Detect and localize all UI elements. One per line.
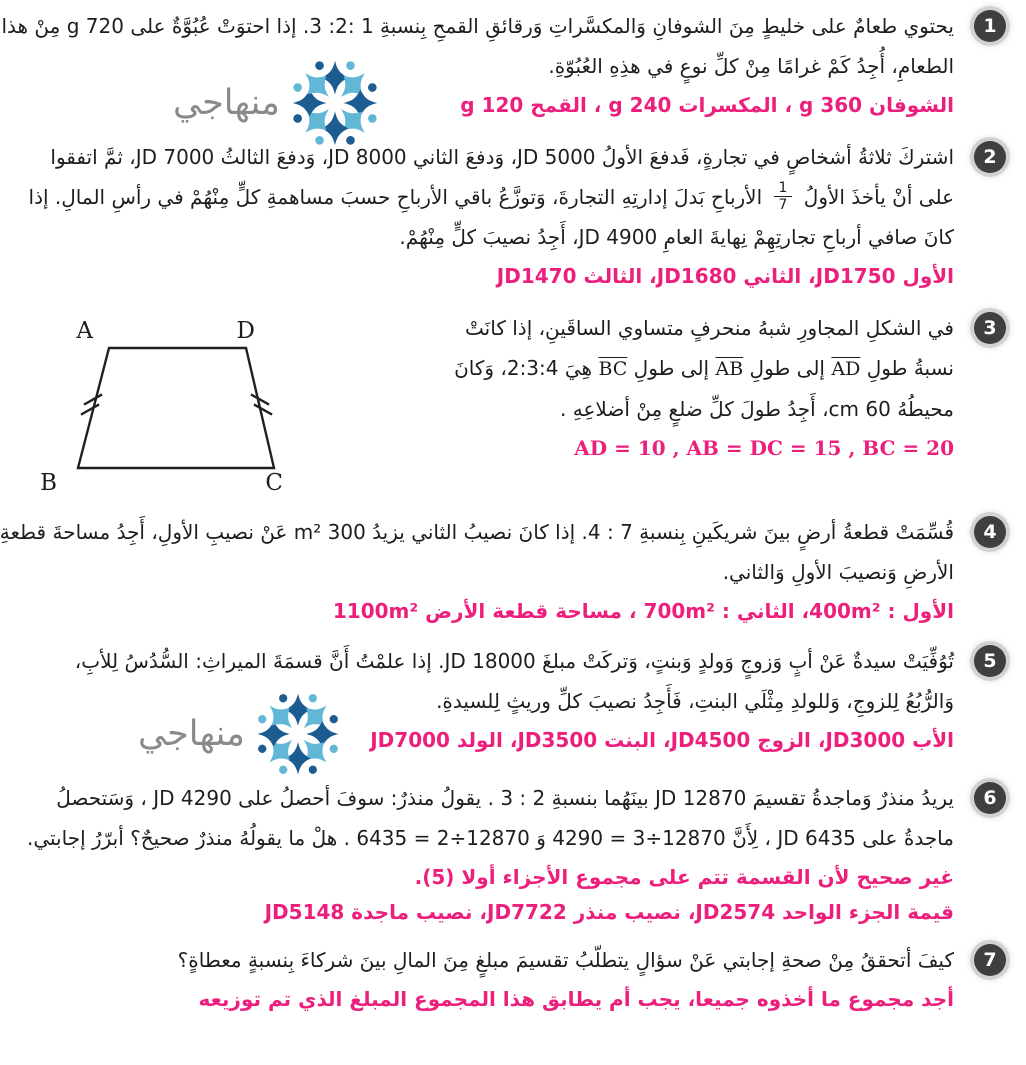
vertex-label-a: A: [76, 318, 93, 344]
vertex-label-b: B: [40, 470, 57, 496]
problem-4-answer: الأول : 400m²، الثاني : 700m² ، مساحة قطعة الأرض 1100m²: [332, 599, 954, 623]
segment-AB-overline: $\overline{AB}$: [715, 358, 744, 380]
people-circle-logo-icon: [253, 689, 343, 779]
problem-3-line-3: محيطُهُ 60 cm، أَجِدُ طولَ كلِّ ضلعٍ مِنْ أضلاعِهِ .: [560, 397, 954, 421]
problem-1-line-1: يحتوي طعامٌ على خليطٍ مِنَ الشوفانِ وَالمكسَّراتِ وَرقائقِ القمحِ بِنسبةِ 1 :2: 3. إذا احتوَتْ عُبُوَّةٌ على 720 g مِنْ هذا: [1, 14, 954, 38]
problem-1-line-2: الطعامِ، أُجِدُ كَمْ غرامًا مِنْ كلِّ نوعٍ في هذِهِ العُبُوّةِ.: [548, 54, 954, 78]
problem-1-answer: الشوفان 360 g ، المكسرات 240 g ، القمح 120 g: [460, 93, 954, 117]
problem-2: [28, 137, 1012, 292]
problem-1-number-badge: [974, 10, 1006, 42]
trapezoid-figure: [33, 314, 333, 500]
vertex-label-c: C: [265, 470, 283, 496]
text-segment: الأرباحِ بَدلَ إدارتِهِ التجارةَ، وَتوزَّعُ باقي الأرباحِ حسبَ مساهمةِ كلٍّ مِنْهُمْ في رأسِ المالِ. إذا: [28, 185, 763, 209]
problem-6-line-2: [26, 818, 954, 858]
problem-4-line-2: الأرضِ وَنصيبَ الأولِ وَالثاني.: [722, 560, 954, 584]
problem-6-answer-2: قيمة الجزء الواحد JD2574، نصيب منذر JD7722، نصيب ماجدة JD5148: [264, 900, 954, 924]
problem-4-line-1: قُسِّمَتْ قطعةُ أرضٍ بينَ شريكَينِ بِنسبةِ 7 : 4. إذا كانَ نصيبُ الثاني يزيدُ 300 m² عَنْ نصيبِ الأولِ، أَجِدُ مساحةَ قطعةِ: [0, 520, 954, 544]
problem-2-answer: الأول JD1750، الثاني JD1680، الثالث JD1470: [496, 264, 954, 288]
problem-5-number-badge: [974, 645, 1006, 677]
vertex-label-d: D: [236, 318, 255, 344]
segment-AD-overline: $\overline{AD}$: [831, 358, 861, 380]
fraction-numerator: 1: [774, 180, 793, 197]
problem-number: 3: [983, 317, 997, 339]
segment-BC-overline: $\overline{BC}$: [598, 358, 628, 380]
problem-6-number-badge: [974, 782, 1006, 814]
problem-number: 5: [983, 650, 997, 672]
problem-3-line-1: في الشكلِ المجاورِ شبهُ منحرفٍ متساوي الساقَينِ، إذا كانَتْ: [465, 316, 954, 340]
problem-2-line-3: كانَ صافي أرباحِ تجارتِهِمْ نِهايةَ العامِ JD 4900، أَجِدُ نصيبَ كلٍّ مِنْهُمْ.: [399, 225, 954, 249]
problem-2-line-2: [28, 177, 954, 217]
text-segment: نسبةُ طولِ: [866, 356, 954, 380]
problem-3-answer: AD = 10 , AB = DC = 15 , BC = 20: [574, 436, 954, 460]
problem-4: [0, 512, 1012, 627]
equation-2: 6435 = 2÷12870: [356, 826, 530, 850]
problem-3-number-badge: [974, 312, 1006, 344]
problem-5-line-2: وَالرُّبُعُ لِلزوجِ، وَللولدِ مِثْلَي البنتِ، فَأَجِدُ نصيبَ كلِّ وريثٍ لِلسيدةِ.: [436, 689, 954, 713]
problem-7-line-1: كيفَ أتحققُ مِنْ صحةِ إجابتي عَنْ سؤالٍ يتطلّبُ تقسيمَ مبلغٍ مِنَ المالِ بينَ شركاءَ بِنسبةٍ معطاةٍ؟: [177, 948, 954, 972]
problem-3-line-2: [363, 348, 954, 389]
problem-6-answer-1: غير صحيح لأن القسمة تتم على مجموع الأجزاء أولا (5).: [414, 865, 954, 889]
text-segment: إلى طولِ: [749, 356, 825, 380]
conjunction: وَ: [536, 826, 546, 850]
text-segment: هِيَ 2:3:4، وَكانَ: [454, 356, 593, 380]
problem-6: [26, 778, 1012, 928]
problem-3: [33, 308, 1012, 500]
problem-2-line-1: اشتركَ ثلاثةُ أشخاصٍ في تجارةٍ، فَدفعَ الأولُ JD 5000، وَدفعَ الثاني JD 8000، وَدفعَ الثالثُ JD 7000، ثمَّ اتفقوا: [50, 145, 954, 169]
equation-1: 4290 = 3÷12870: [552, 826, 726, 850]
people-circle-logo-icon: [288, 56, 382, 150]
manhaji-logo: [138, 689, 343, 779]
problem-6-line-1: يريدُ منذرٌ وَماجدةُ تقسيمَ JD 12870 بينَهُما بنسبةِ 2 : 3 . يقولُ منذرٌ: سوفَ أحصلُ على JD 4290 ، وَسَتحصلُ: [56, 786, 954, 810]
problem-number: 4: [983, 521, 997, 543]
problem-7: [33, 940, 1012, 1015]
text-segment: ماجدةُ على JD 6435 ، لِأَنَّ: [732, 826, 954, 850]
problem-5: [33, 641, 1012, 756]
problem-7-number-badge: [974, 944, 1006, 976]
fraction-one-seventh: [774, 180, 793, 213]
problem-7-answer: أجد مجموع ما أخذوه جميعا، يجب أم يطابق هذا المجموع المبلغ الذي تم توزيعه: [198, 987, 954, 1011]
problem-1: [1, 6, 1012, 123]
isosceles-trapezoid-diagram: [40, 314, 333, 496]
problem-5-answer: الأب JD3000، الزوج JD4500، البنت JD3500، الولد JD7000: [370, 728, 954, 752]
problem-2-number-badge: [974, 141, 1006, 173]
problem-number: 1: [983, 15, 997, 37]
problem-number: 6: [983, 787, 997, 809]
problem-number: 7: [983, 949, 997, 971]
manhaji-logo-text: منهاجي: [173, 82, 280, 123]
manhaji-logo-text: منهاجي: [138, 713, 245, 754]
text-segment: على أنْ يأخذَ الأولُ: [803, 185, 954, 209]
problem-5-line-1: تُوُفِّيَتْ سيدةٌ عَنْ أبٍ وَزوجٍ وَولدٍ وَبنتٍ، وَتركَتْ مبلغَ JD 18000. إذا علمْتُ أَنَّ قسمَةَ الميراثِ: السُّدُسُ لِلأبِ،: [74, 649, 954, 673]
text-segment: إلى طولِ: [633, 356, 710, 380]
fraction-denominator: 7: [778, 197, 788, 213]
problem-number: 2: [983, 146, 997, 168]
text-segment: . هلْ ما يقولُهُ منذرٌ صحيحٌ؟ أبرّرُ إجابتي.: [26, 826, 350, 850]
problem-4-number-badge: [974, 516, 1006, 548]
manhaji-logo: [173, 56, 382, 150]
